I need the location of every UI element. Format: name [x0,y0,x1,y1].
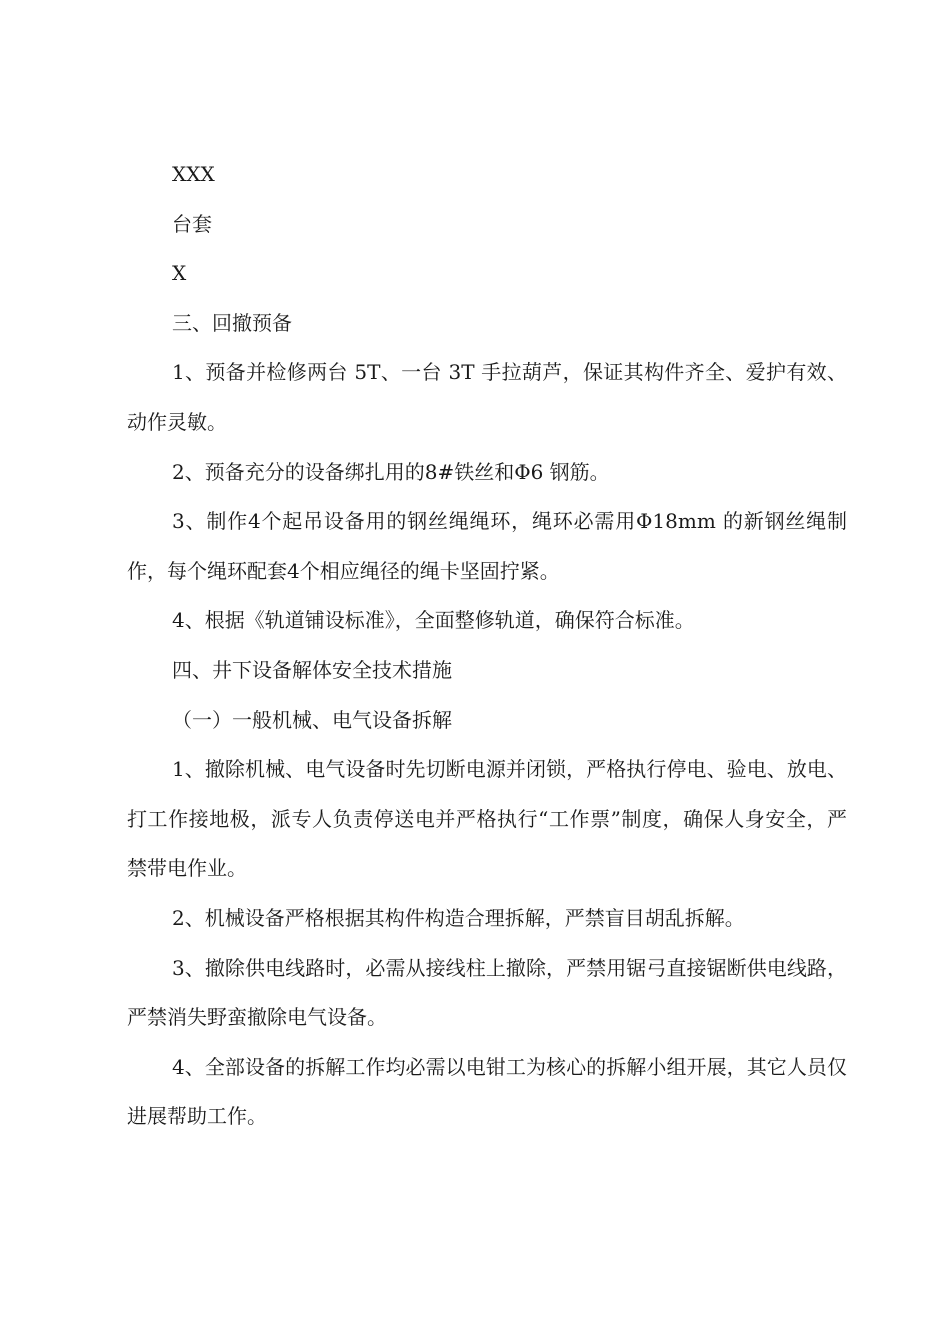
section-heading: 三、回撤预备 [172,310,292,335]
paragraph: 1、预备并检修两台 5T、一台 3T 手拉葫芦，保证其构件齐全、爱护有效、动作灵敏。 [127,360,847,434]
paragraph: 2、预备充分的设备绑扎用的8#铁丝和Φ6 钢筋。 [172,459,610,484]
document-body [127,150,847,1142]
section-heading: 四、井下设备解体安全技术措施 [172,657,452,682]
paragraph: 3、制作4个起吊设备用的钢丝绳绳环，绳环必需用Φ18mm 的新钢丝绳制作，每个绳环配套4个相应绳径的绳卡坚固拧紧。 [127,509,847,583]
text-line: XXX [172,162,215,186]
paragraph: 1、撤除机械、电气设备时先切断电源并闭锁，严格执行停电、验电、放电、打工作接地极，派专人负责停送电并严格执行“工作票”制度，确保人身安全，严禁带电作业。 [127,757,847,881]
text-line: X [172,261,187,286]
paragraph: 4、全部设备的拆解工作均必需以电钳工为核心的拆解小组开展，其它人员仅进展帮助工作。 [127,1054,847,1129]
subsection-heading: （一）一般机械、电气设备拆解 [172,707,452,732]
text-line: 台套 [172,211,212,236]
paragraph: 2、机械设备严格根据其构件构造合理拆解，严禁盲目胡乱拆解。 [172,905,745,930]
paragraph: 4、根据《轨道铺设标准》，全面整修轨道，确保符合标准。 [172,608,695,633]
paragraph: 3、撤除供电线路时，必需从接线柱上撤除，严禁用锯弓直接锯断供电线路，严禁消失野蛮撤除电气设备。 [127,955,847,1030]
